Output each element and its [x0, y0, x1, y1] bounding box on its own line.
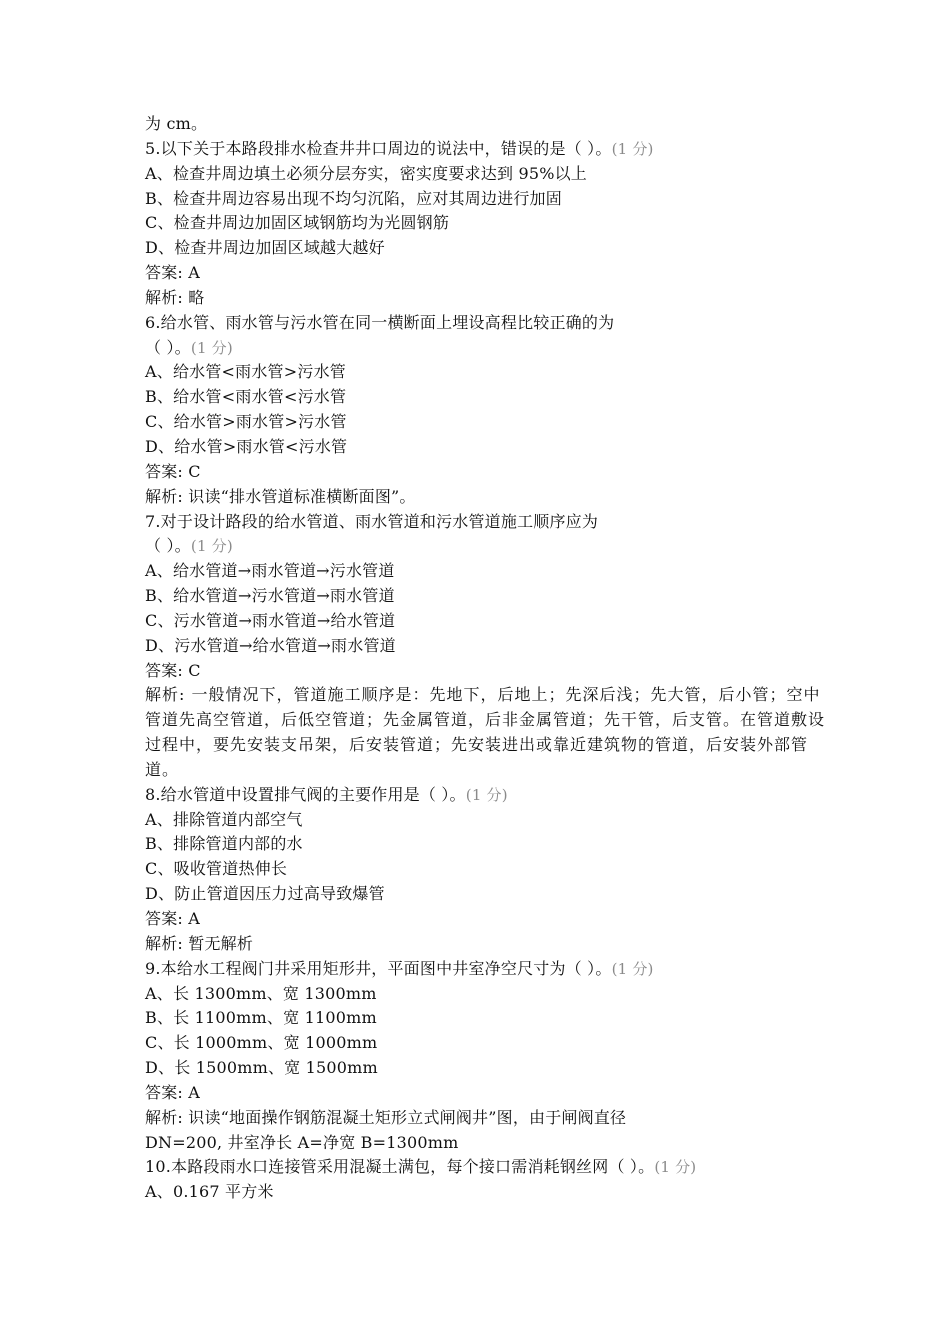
score-label: (1 分)	[611, 959, 654, 978]
option-a: A、检查井周边填土必须分层夯实，密实度要求达到 95%以上	[145, 163, 588, 183]
document-page	[145, 112, 825, 1205]
answer: 答案: C	[145, 461, 201, 481]
analysis: 解析: 略	[145, 287, 205, 307]
question-10	[145, 1155, 825, 1205]
question-stem	[145, 1155, 825, 1180]
option-d: D、防止管道因压力过高导致爆管	[145, 884, 385, 904]
score-label: (1 分)	[611, 139, 654, 158]
question-6	[145, 311, 825, 510]
option-d: D、检查井周边加固区域越大越好	[145, 238, 385, 258]
analysis: 解析: 一般情况下，管道施工顺序是：先地下，后地上；先深后浅；先大管，后小管；空中管道先高空管道，后低空管道；先金属管道，后非金属管道；先干管，后支管。在管道敷设过程中，要先安装支吊架，后安装管道；先安装进出或靠近建筑物的管道，后安装外部管道。	[145, 685, 826, 779]
analysis: 解析: 识读“地面操作钢筋混凝土矩形立式闸阀井”图，由于闸阀直径	[145, 1107, 627, 1127]
option-d: D、给水管>雨水管<污水管	[145, 436, 348, 456]
question-stem-text: （ ）。	[145, 536, 191, 556]
question-9	[145, 957, 825, 1156]
answer: 答案: A	[145, 263, 201, 283]
option-a: A、0.167 平方米	[145, 1182, 274, 1202]
option-d: D、长 1500mm、宽 1500mm	[145, 1058, 378, 1078]
analysis-continued: DN=200, 井室净长 A=净宽 B=1300mm	[145, 1132, 459, 1152]
question-stem-text: （ ）。	[145, 337, 191, 357]
option-b: B、给水管道→污水管道→雨水管道	[145, 586, 395, 606]
question-7	[145, 510, 825, 783]
option-a: A、给水管道→雨水管道→污水管道	[145, 561, 395, 581]
score-label: (1 分)	[190, 338, 233, 357]
option-c: C、长 1000mm、宽 1000mm	[145, 1033, 378, 1053]
intro-line: 为 cm。	[145, 114, 208, 133]
option-b: B、给水管<雨水管<污水管	[145, 387, 347, 407]
question-stem: 6.给水管、雨水管与污水管在同一横断面上埋设高程比较正确的为	[145, 312, 615, 332]
question-stem-text: 5.以下关于本路段排水检查井井口周边的说法中，错误的是（ ）。	[145, 138, 612, 158]
question-stem	[145, 957, 825, 982]
option-c: C、检查井周边加固区域钢筋均为光圆钢筋	[145, 213, 450, 233]
score-label: (1 分)	[190, 537, 233, 556]
question-stem-continued	[145, 336, 825, 361]
answer: 答案: A	[145, 1082, 201, 1102]
score-label: (1 分)	[465, 785, 508, 804]
question-stem-text: 9.本给水工程阀门井采用矩形井，平面图中井室净空尺寸为（ ）。	[145, 958, 612, 978]
analysis: 解析: 识读“排水管道标准横断面图”。	[145, 486, 416, 506]
option-c: C、吸收管道热伸长	[145, 859, 288, 879]
option-b: B、排除管道内部的水	[145, 834, 303, 854]
question-stem	[145, 783, 825, 808]
question-stem-text: 10.本路段雨水口连接管采用混凝土满包，每个接口需消耗钢丝网（ ）。	[145, 1157, 655, 1177]
option-b: B、长 1100mm、宽 1100mm	[145, 1008, 377, 1028]
question-5	[145, 137, 825, 311]
question-stem	[145, 137, 825, 162]
option-a: A、给水管<雨水管>污水管	[145, 362, 346, 382]
option-a: A、长 1300mm、宽 1300mm	[145, 983, 377, 1003]
option-d: D、污水管道→给水管道→雨水管道	[145, 635, 396, 655]
answer: 答案: A	[145, 909, 201, 928]
option-a: A、排除管道内部空气	[145, 809, 303, 829]
question-stem: 7.对于设计路段的给水管道、雨水管道和污水管道施工顺序应为	[145, 511, 599, 531]
option-b: B、检查井周边容易出现不均匀沉陷，应对其周边进行加固	[145, 188, 562, 208]
score-label: (1 分)	[654, 1158, 697, 1177]
question-stem-continued	[145, 534, 825, 559]
option-c: C、污水管道→雨水管道→给水管道	[145, 610, 396, 630]
question-stem-text: 8.给水管道中设置排气阀的主要作用是（ ）。	[145, 784, 466, 804]
answer: 答案: C	[145, 660, 201, 680]
question-8	[145, 783, 825, 957]
analysis: 解析: 暂无解析	[145, 933, 254, 953]
option-c: C、给水管>雨水管>污水管	[145, 412, 347, 432]
